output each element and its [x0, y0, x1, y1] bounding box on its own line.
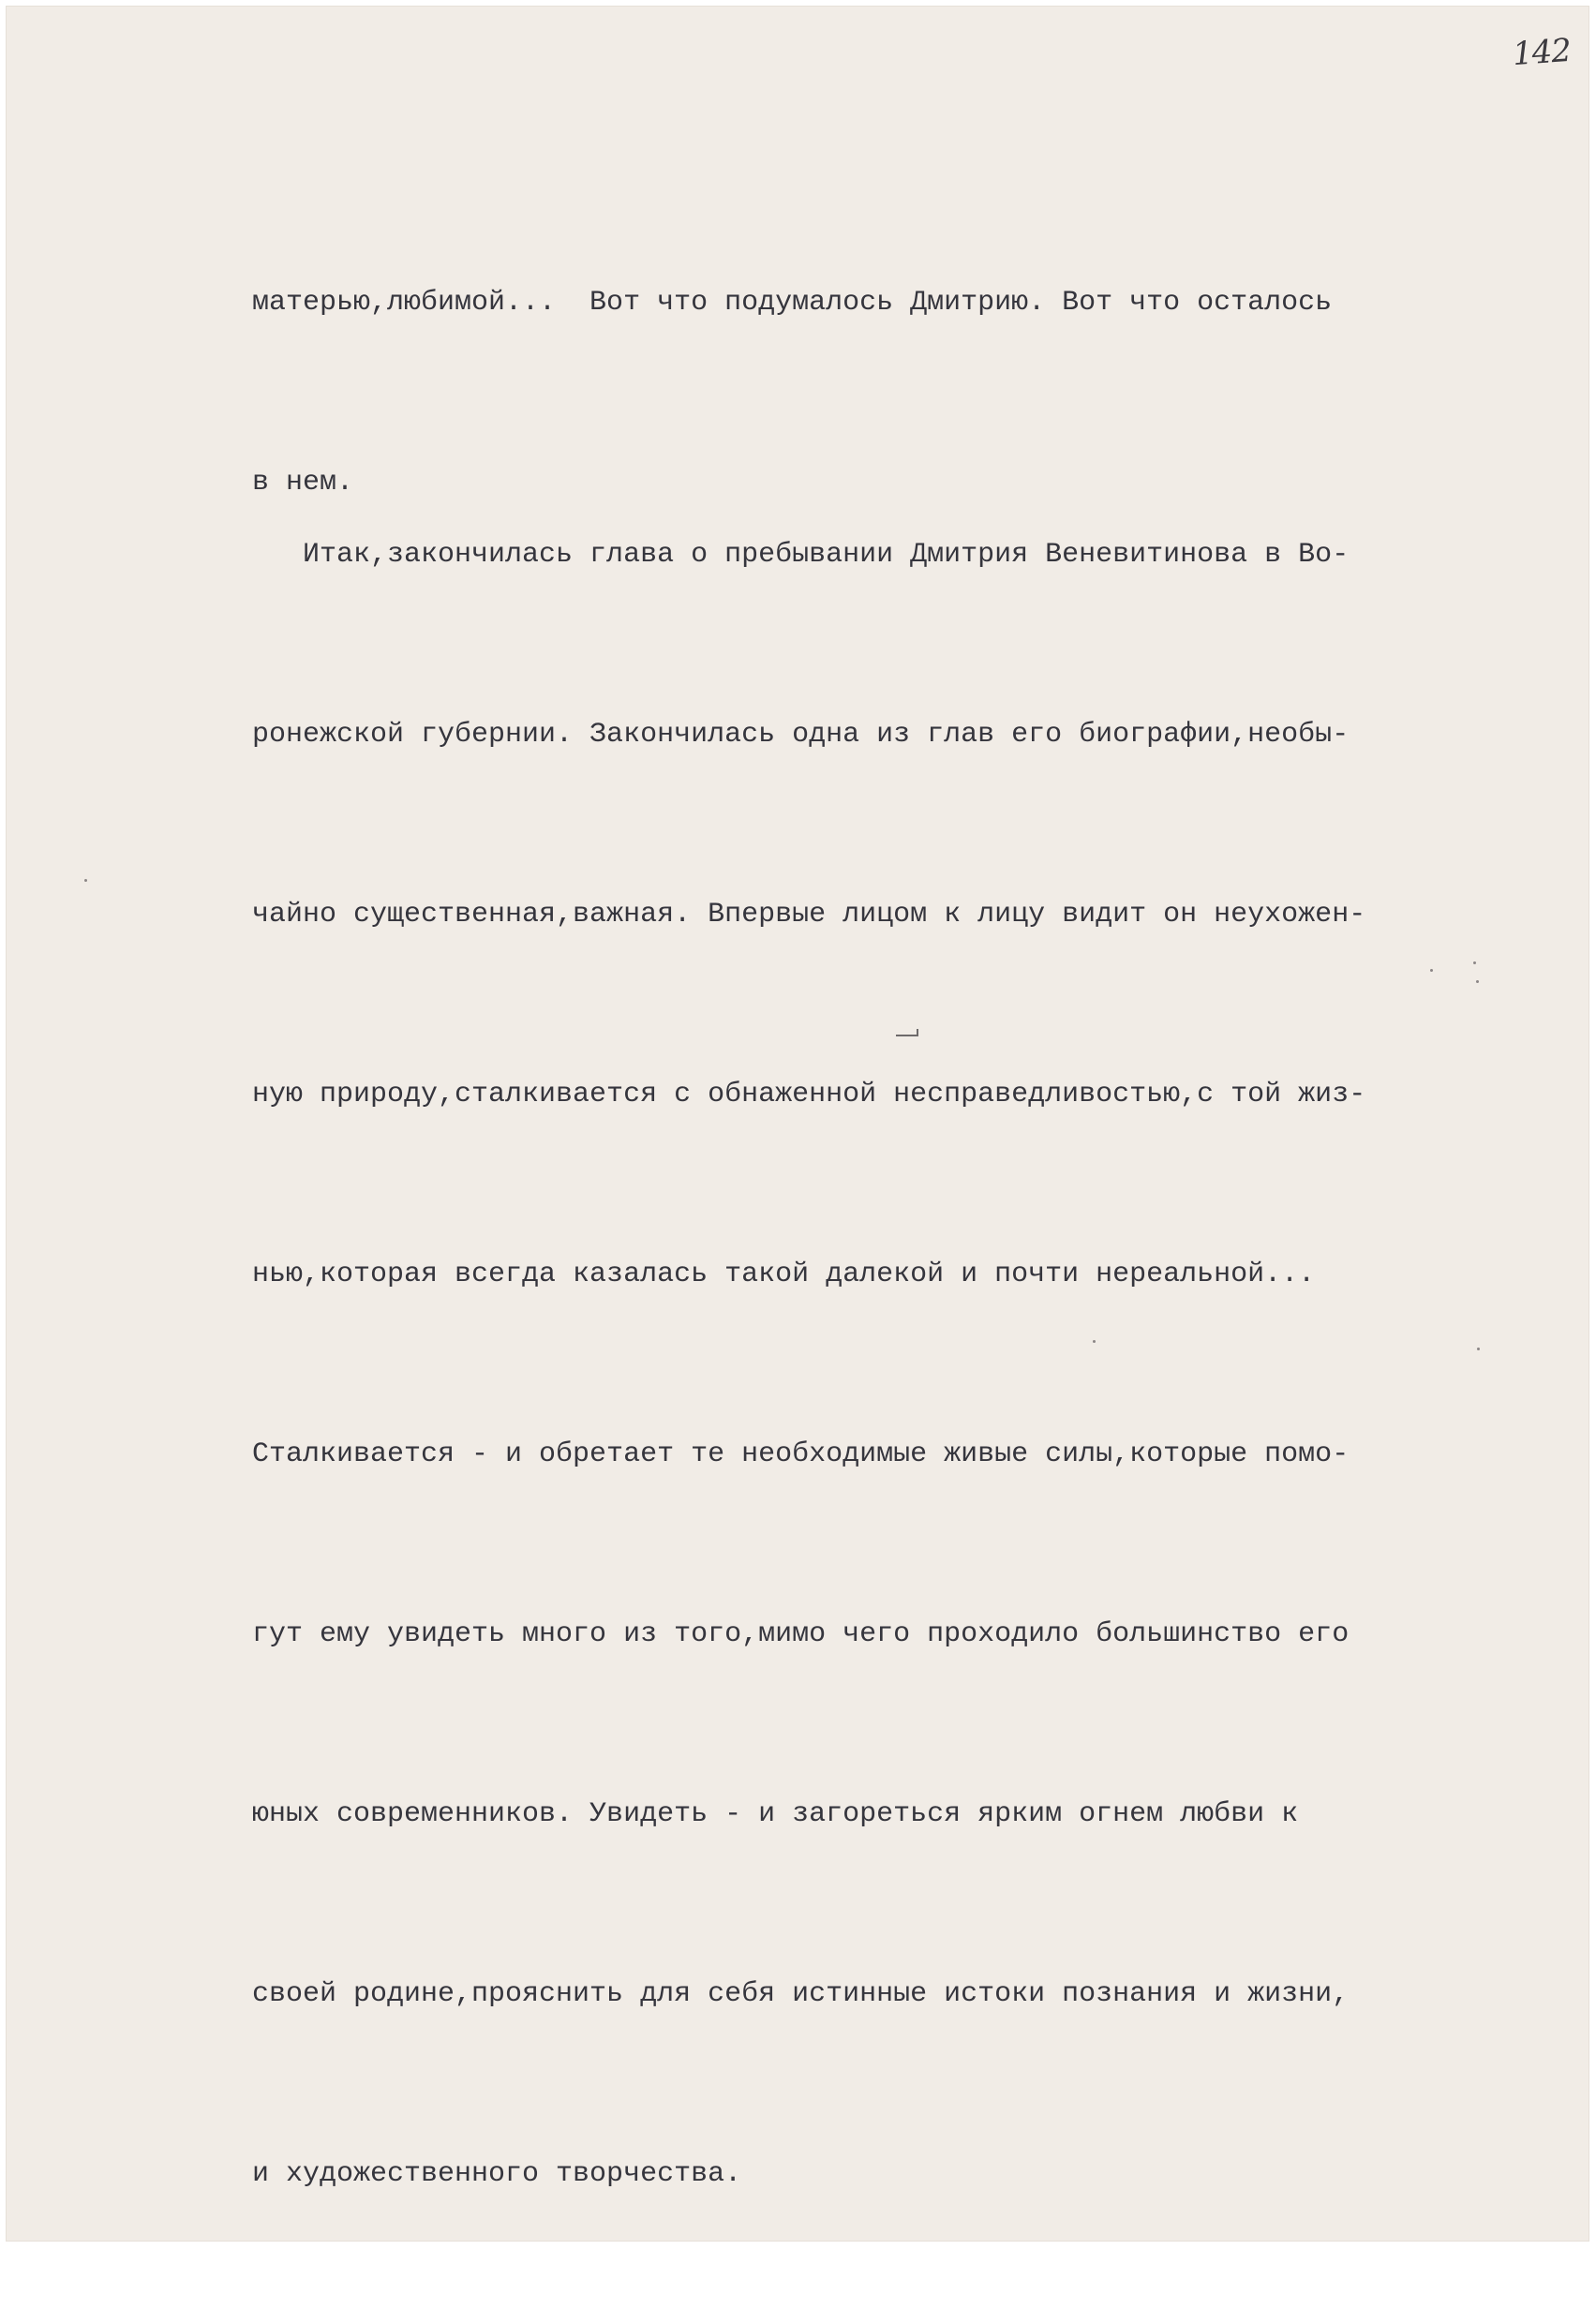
page-number: 142: [1511, 31, 1573, 74]
text-line: матерью,любимой... Вот что подумалось Дмитрию. Вот что осталось: [252, 287, 1333, 319]
paper-speck: [1093, 1340, 1096, 1343]
paper-speck: [1477, 1348, 1480, 1350]
text-line: ронежской губернии. Закончилась одна из глав его биографии,необы-: [252, 719, 1350, 751]
text-line: Сталкивается - и обретает те необходимые живые силы,которые помо-: [252, 1438, 1350, 1470]
text-line: Итак,закончилась глава о пребывании Дмитрия Веневитинова в Во-: [252, 539, 1350, 571]
document-page: [6, 6, 1589, 2242]
paper-speck: [1430, 969, 1433, 972]
text-line: юных современников. Увидеть - и загореться ярким огнем любви к: [252, 1798, 1299, 1830]
text-line: своей родине,прояснить для себя истинные истоки познания и жизни,: [252, 1978, 1350, 2010]
paper-speck: [1476, 980, 1479, 983]
pencil-mark: [917, 1029, 918, 1036]
text-line: в нем.: [252, 467, 354, 499]
text-line: нью,которая всегда казалась такой далекой и почти нереальной...: [252, 1259, 1316, 1290]
paper-speck: [1473, 961, 1476, 964]
text-line: ную природу,сталкивается с обнаженной несправедливостью,с той жиз-: [252, 1079, 1366, 1110]
paragraph-chapter-summary: [252, 405, 1365, 2324]
text-line: гут ему увидеть много из того,мимо чего проходило большинство его: [252, 1618, 1350, 1650]
text-line: и художественного творчества.: [252, 2158, 742, 2190]
pencil-mark: [896, 1035, 918, 1036]
text-line: чайно существенная,важная. Впервые лицом к лицу видит он неухожен-: [252, 899, 1366, 931]
paper-speck: [84, 879, 87, 882]
